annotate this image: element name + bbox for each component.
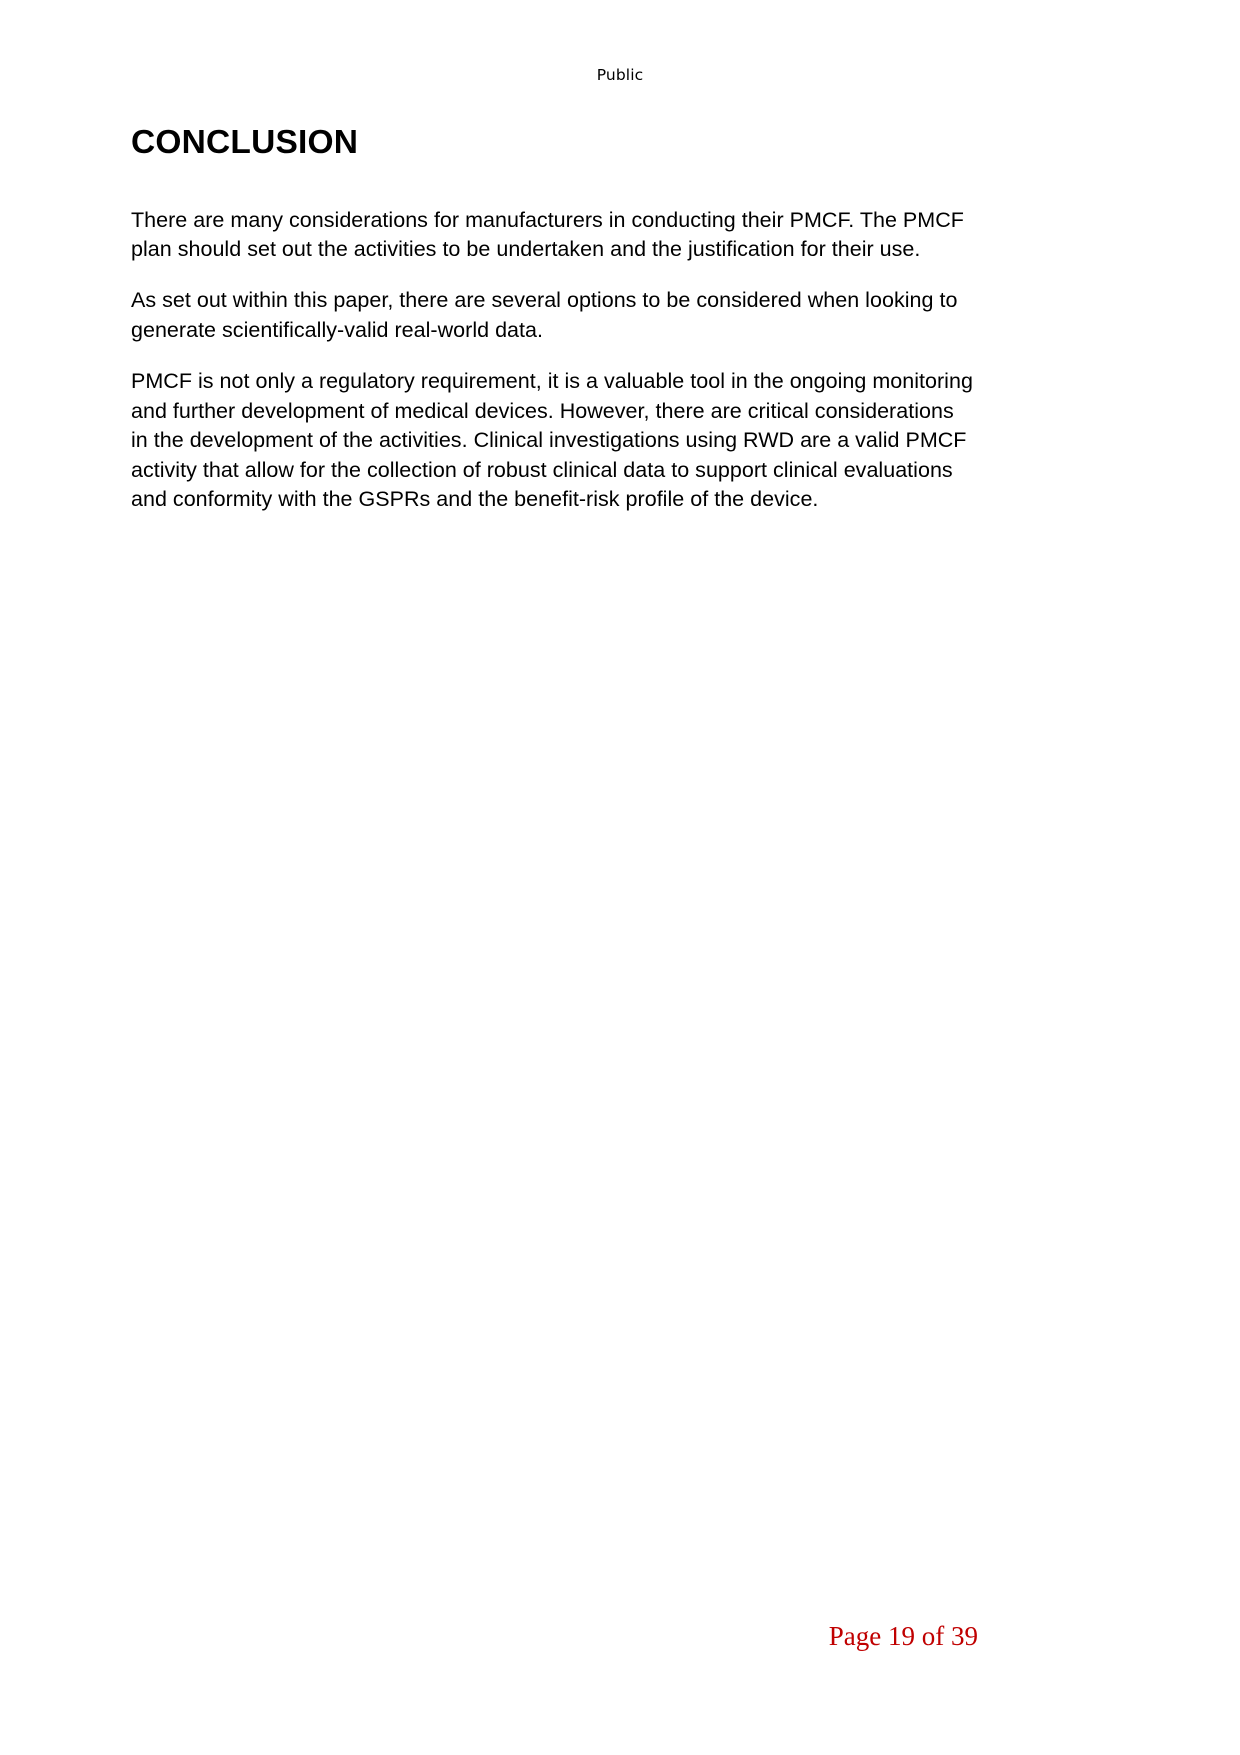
- body-paragraph-1: There are many considerations for manufacturers in conducting their PMCF. The PMCF plan should set out the activities to be undertaken and the justification for their use.: [131, 207, 964, 261]
- document-body: [131, 123, 976, 515]
- spacer: [131, 264, 976, 286]
- body-paragraph-2: As set out within this paper, there are several options to be considered when looking to generate scientifically-valid real-world data.: [131, 288, 958, 342]
- page-title: CONCLUSION: [131, 124, 359, 161]
- spacer: [131, 163, 976, 206]
- body-paragraph-3: PMCF is not only a regulatory requirement, it is a valuable tool in the ongoing monitoring and further development of medical devices. However, there are critical considerations in the development of the activities. Clinical investigations using RWD are a valid PMCF activity that allow for the collection of robust clinical data to support clinical evaluations and conformity with the GSPRs and the benefit-risk profile of the device.: [131, 369, 973, 512]
- spacer: [131, 345, 976, 367]
- page-number: Page 19 of 39: [828, 1621, 978, 1651]
- document-header: [0, 66, 1240, 85]
- header-classification-label: Public: [596, 66, 644, 84]
